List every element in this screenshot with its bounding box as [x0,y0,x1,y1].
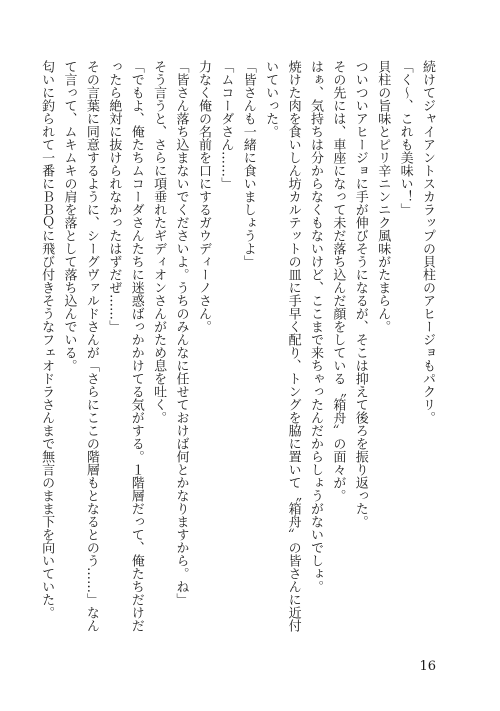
text-line: 焼けた肉を食いしん坊カルテットの皿に手早く配り、トングを脇に置いて〝箱舟〟の皆さんに近付いていった。 [263,60,301,632]
text-line: はぁ、気持ちは分からなくもないけど、ここまで来ちゃったんだからしょうがないでしょ。 [307,60,323,593]
text-line: 「皆さん落ち込まないでくださいよ。うちのみんなに任せておけば何とかなりますから。ね」 [173,60,189,606]
text-line: 力なく俺の名前を口にするガウディーノさん。 [195,60,211,333]
vertical-text-body [39,60,438,640]
text-line: 匂いに釣られて一番にＢＢＱに飛び付きそうなフェオドラさんまで無言のまま下を向いていた。 [39,60,55,619]
text-line: 「く〜、これも美味い！」 [397,60,413,216]
text-line: 続けてジャイアントスカラップの貝柱のアヒージョもパクリ。 [420,60,435,424]
text-line: そう言うと、さらに項垂れたギディオンさんがため息を吐く。 [151,60,167,424]
text-line: 貝柱の旨味とピリ辛ニンニク風味がたまらん。 [375,60,391,333]
text-line: ついついアヒージョに手が伸びそうになるが、そこは抑えて後ろを振り返った。 [352,60,368,528]
text-line: その言葉に同意するように、シーグヴァルドさんが「さらにここの階層もとなるとのう……」なんて言って、ムキムキの肩を落として落ち込んでいる。 [61,60,99,632]
text-line: その先には、車座になって未だ落ち込んだ顔をしている〝箱舟〟の面々が。 [330,60,346,502]
text-line: 「ムコーダさん……」 [218,60,234,190]
text-line: 「皆さんも一緒に食いましょうよ」 [240,60,256,268]
text-line: 「でもよ、俺たちムコーダさんたちに迷惑ばっかかけてる気がする。１階層だって、俺たちだけだったら絶対に抜けられなかったはずだぜ……」 [106,60,144,632]
page-number: 16 [419,659,436,674]
